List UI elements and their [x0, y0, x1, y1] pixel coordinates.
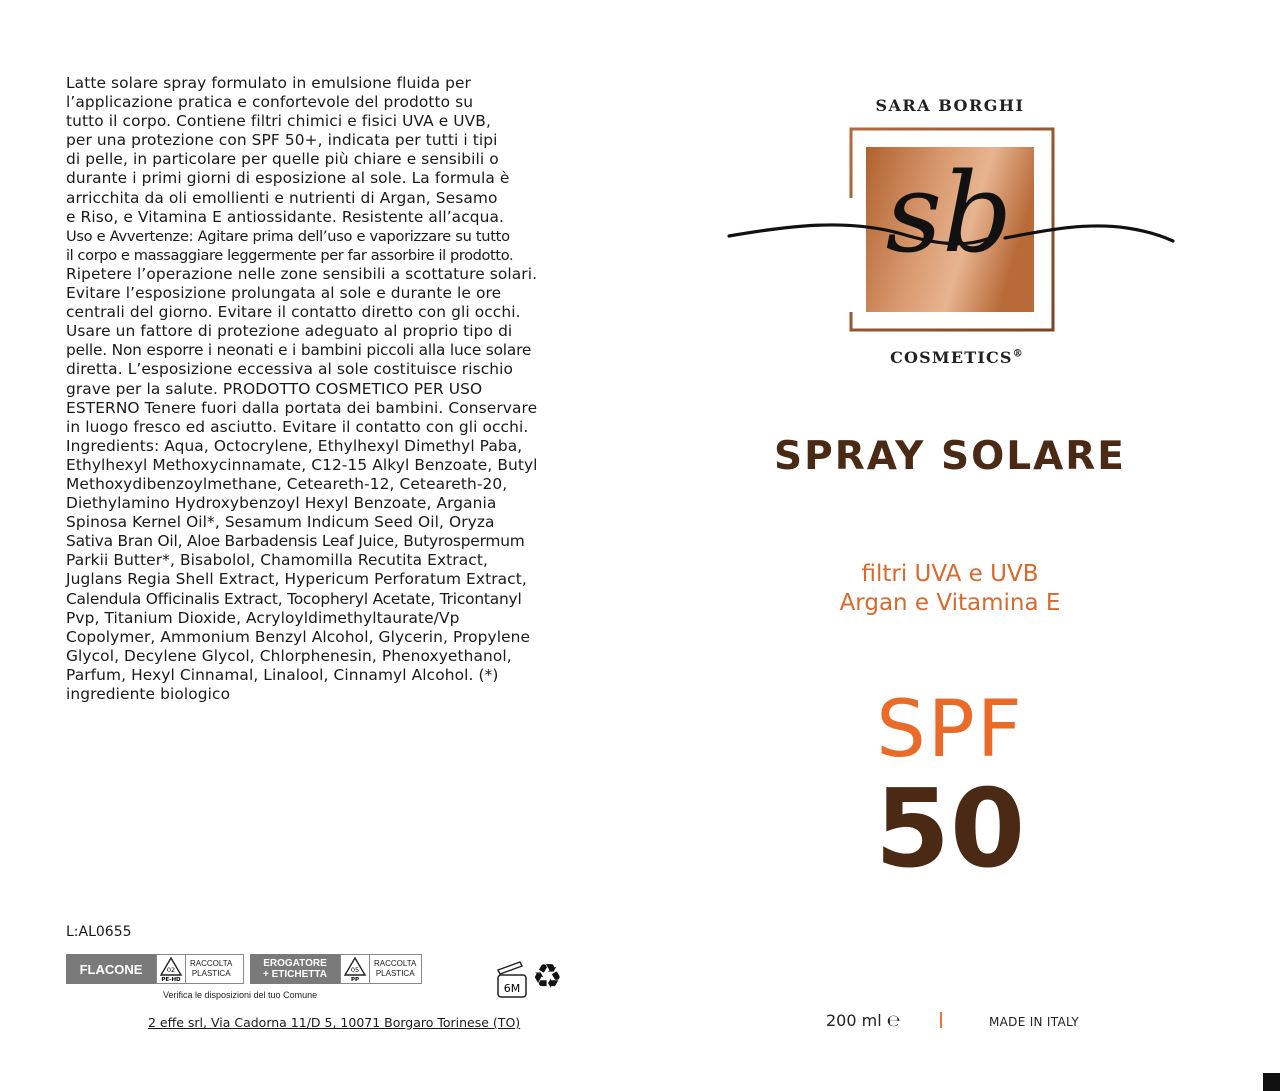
- description-line: Ethylhexyl Methoxycinnamate, C12-15 Alkyl Benzoate, Butyl: [66, 455, 538, 474]
- description-line: durante i primi giorni di esposizione al sole. La formula è: [66, 169, 510, 188]
- registered-mark: ®: [1012, 348, 1024, 360]
- erogatore-label: [250, 954, 340, 984]
- description-line: pelle. Non esporre i neonati e i bambini piccoli alla luce solare: [66, 341, 532, 360]
- volume: 200 ml ℮: [826, 1011, 901, 1030]
- description-line: e Riso, e Vitamina E antiossidante. Resistente all’acqua.: [66, 207, 505, 226]
- flacone-label: [66, 954, 156, 984]
- erogatore-text-1: EROGATORE: [263, 958, 327, 969]
- brand-monogram: sb: [885, 149, 1013, 277]
- description-line: Diethylamino Hydroxybenzoyl Hexyl Benzoate, Argania: [66, 494, 497, 513]
- manufacturer-address: 2 effe srl, Via Cadorna 11/D 5, 10071 Borgaro Torinese (TO): [148, 1015, 521, 1030]
- erogatore-text-2: + ETICHETTA: [263, 969, 327, 980]
- flacone-collection-2: PLASTICA: [191, 969, 231, 978]
- description-line: Ripetere l’operazione nelle zone sensibili a scottature solari.: [66, 264, 538, 283]
- description-line: ingrediente biologico: [66, 685, 231, 703]
- pao-value: 6M: [503, 982, 521, 995]
- description-line: Latte solare spray formulato in emulsione fluida per: [66, 74, 471, 92]
- erogatore-material: PP: [350, 977, 360, 982]
- product-title: SPRAY SOLARE: [774, 434, 1126, 479]
- description-text: [66, 74, 566, 704]
- erogatore-collection-2: PLASTICA: [375, 969, 415, 978]
- flacone-material-box: [156, 954, 244, 984]
- description-line: Evitare l’esposizione prolungata al sole e durante le ore: [66, 284, 502, 303]
- description-line: di pelle, in particolare per quelle più chiare e sensibili o: [66, 150, 499, 169]
- description-line: Ingredients: Aqua, Octocrylene, Ethylhexyl Dimethyl Paba,: [66, 436, 523, 455]
- lot-number: L:AL0655: [66, 924, 132, 940]
- description-line: Sativa Bran Oil, Aloe Barbadensis Leaf Juice, Butyrospermum: [66, 532, 525, 551]
- separator-bar: [940, 1012, 942, 1028]
- erogatore-material-box: [340, 954, 422, 984]
- description-line: diretta. L’esposizione eccessiva al sole costituisce rischio: [66, 360, 514, 379]
- brand-name: SARA BORGHI: [875, 96, 1025, 115]
- description-line: Usare un fattore di protezione adeguato al proprio tipo di: [66, 322, 513, 341]
- description-line: l’applicazione pratica e confortevole del prodotto su: [66, 93, 474, 112]
- description-line: centrali del giorno. Evitare il contatto diretto con gli occhi.: [66, 303, 521, 322]
- description-line: arricchita da oli emollienti e nutrienti di Argan, Sesamo: [66, 188, 498, 207]
- subtitle-line-2: Argan e Vitamina E: [839, 590, 1061, 616]
- recycle-triangle-icon: [157, 955, 185, 983]
- description-line: Parfum, Hexyl Cinnamal, Linalool, Cinnamyl Alcohol. (*): [66, 665, 499, 684]
- description-line: Copolymer, Ammonium Benzyl Alcohol, Glycerin, Propylene: [66, 627, 531, 646]
- description-line: ESTERNO Tenere fuori dalla portata dei bambini. Conservare: [66, 398, 538, 417]
- brand-subline: [862, 348, 1052, 367]
- flacone-text: FLACONE: [79, 961, 143, 977]
- recycling-note: Verifica le disposizioni del tuo Comune: [163, 990, 318, 1000]
- spf-label: SPF: [876, 685, 1024, 775]
- description-line: Calendula Officinalis Extract, Tocopheryl Acetate, Tricontanyl: [66, 589, 522, 608]
- origin: MADE IN ITALY: [989, 1015, 1079, 1029]
- subtitle-line-1: filtri UVA e UVB: [861, 561, 1039, 587]
- description-line: Parkii Butter*, Bisabolol, Chamomilla Recutita Extract,: [66, 551, 488, 570]
- erogatore-collection: [369, 955, 420, 983]
- flacone-collection-1: RACCOLTA: [190, 959, 233, 968]
- description-line: grave per la salute. PRODOTTO COSMETICO PER USO: [66, 379, 483, 398]
- recycle-triangle-icon: [341, 955, 369, 983]
- description-line: Uso e Avvertenze: Agitare prima dell’uso e vaporizzare su tutto: [66, 227, 510, 245]
- description-line: tutto il corpo. Contiene filtri chimici e fisici UVA e UVB,: [66, 112, 491, 131]
- description-line: Spinosa Kernel Oil*, Sesamum Indicum Seed Oil, Oryza: [66, 513, 495, 532]
- brand-subline-text: COSMETICS: [890, 348, 1013, 367]
- recycling-label: [66, 954, 422, 984]
- product-subtitle: [760, 560, 1140, 618]
- erogatore-collection-1: RACCOLTA: [374, 959, 417, 968]
- erogatore-code: 05: [350, 966, 360, 974]
- brand-logo: [727, 126, 1177, 341]
- corner-mark: [1263, 1073, 1280, 1091]
- description-line: Glycol, Decylene Glycol, Chlorphenesin, Phenoxyethanol,: [66, 646, 512, 665]
- description-line: Juglans Regia Shell Extract, Hypericum Perforatum Extract,: [66, 570, 527, 589]
- flacone-code: 02: [166, 966, 176, 974]
- flacone-collection: [185, 955, 236, 983]
- spf-value: 50: [874, 767, 1026, 892]
- description-line: in luogo fresco ed asciutto. Evitare il contatto con gli occhi.: [66, 417, 529, 436]
- flacone-material: PE-HD: [161, 977, 181, 982]
- recycle-icon: ♻: [532, 958, 563, 996]
- description-line: Pvp, Titanium Dioxide, Acryloyldimethyltaurate/Vp: [66, 608, 460, 627]
- description-line: Methoxydibenzoylmethane, Ceteareth-12, Ceteareth-20,: [66, 474, 508, 493]
- description-line: per una protezione con SPF 50+, indicata per tutti i tipi: [66, 131, 498, 150]
- pao-jar-icon: [494, 960, 530, 1005]
- description-line: il corpo e massaggiare leggermente per far assorbire il prodotto.: [66, 246, 514, 264]
